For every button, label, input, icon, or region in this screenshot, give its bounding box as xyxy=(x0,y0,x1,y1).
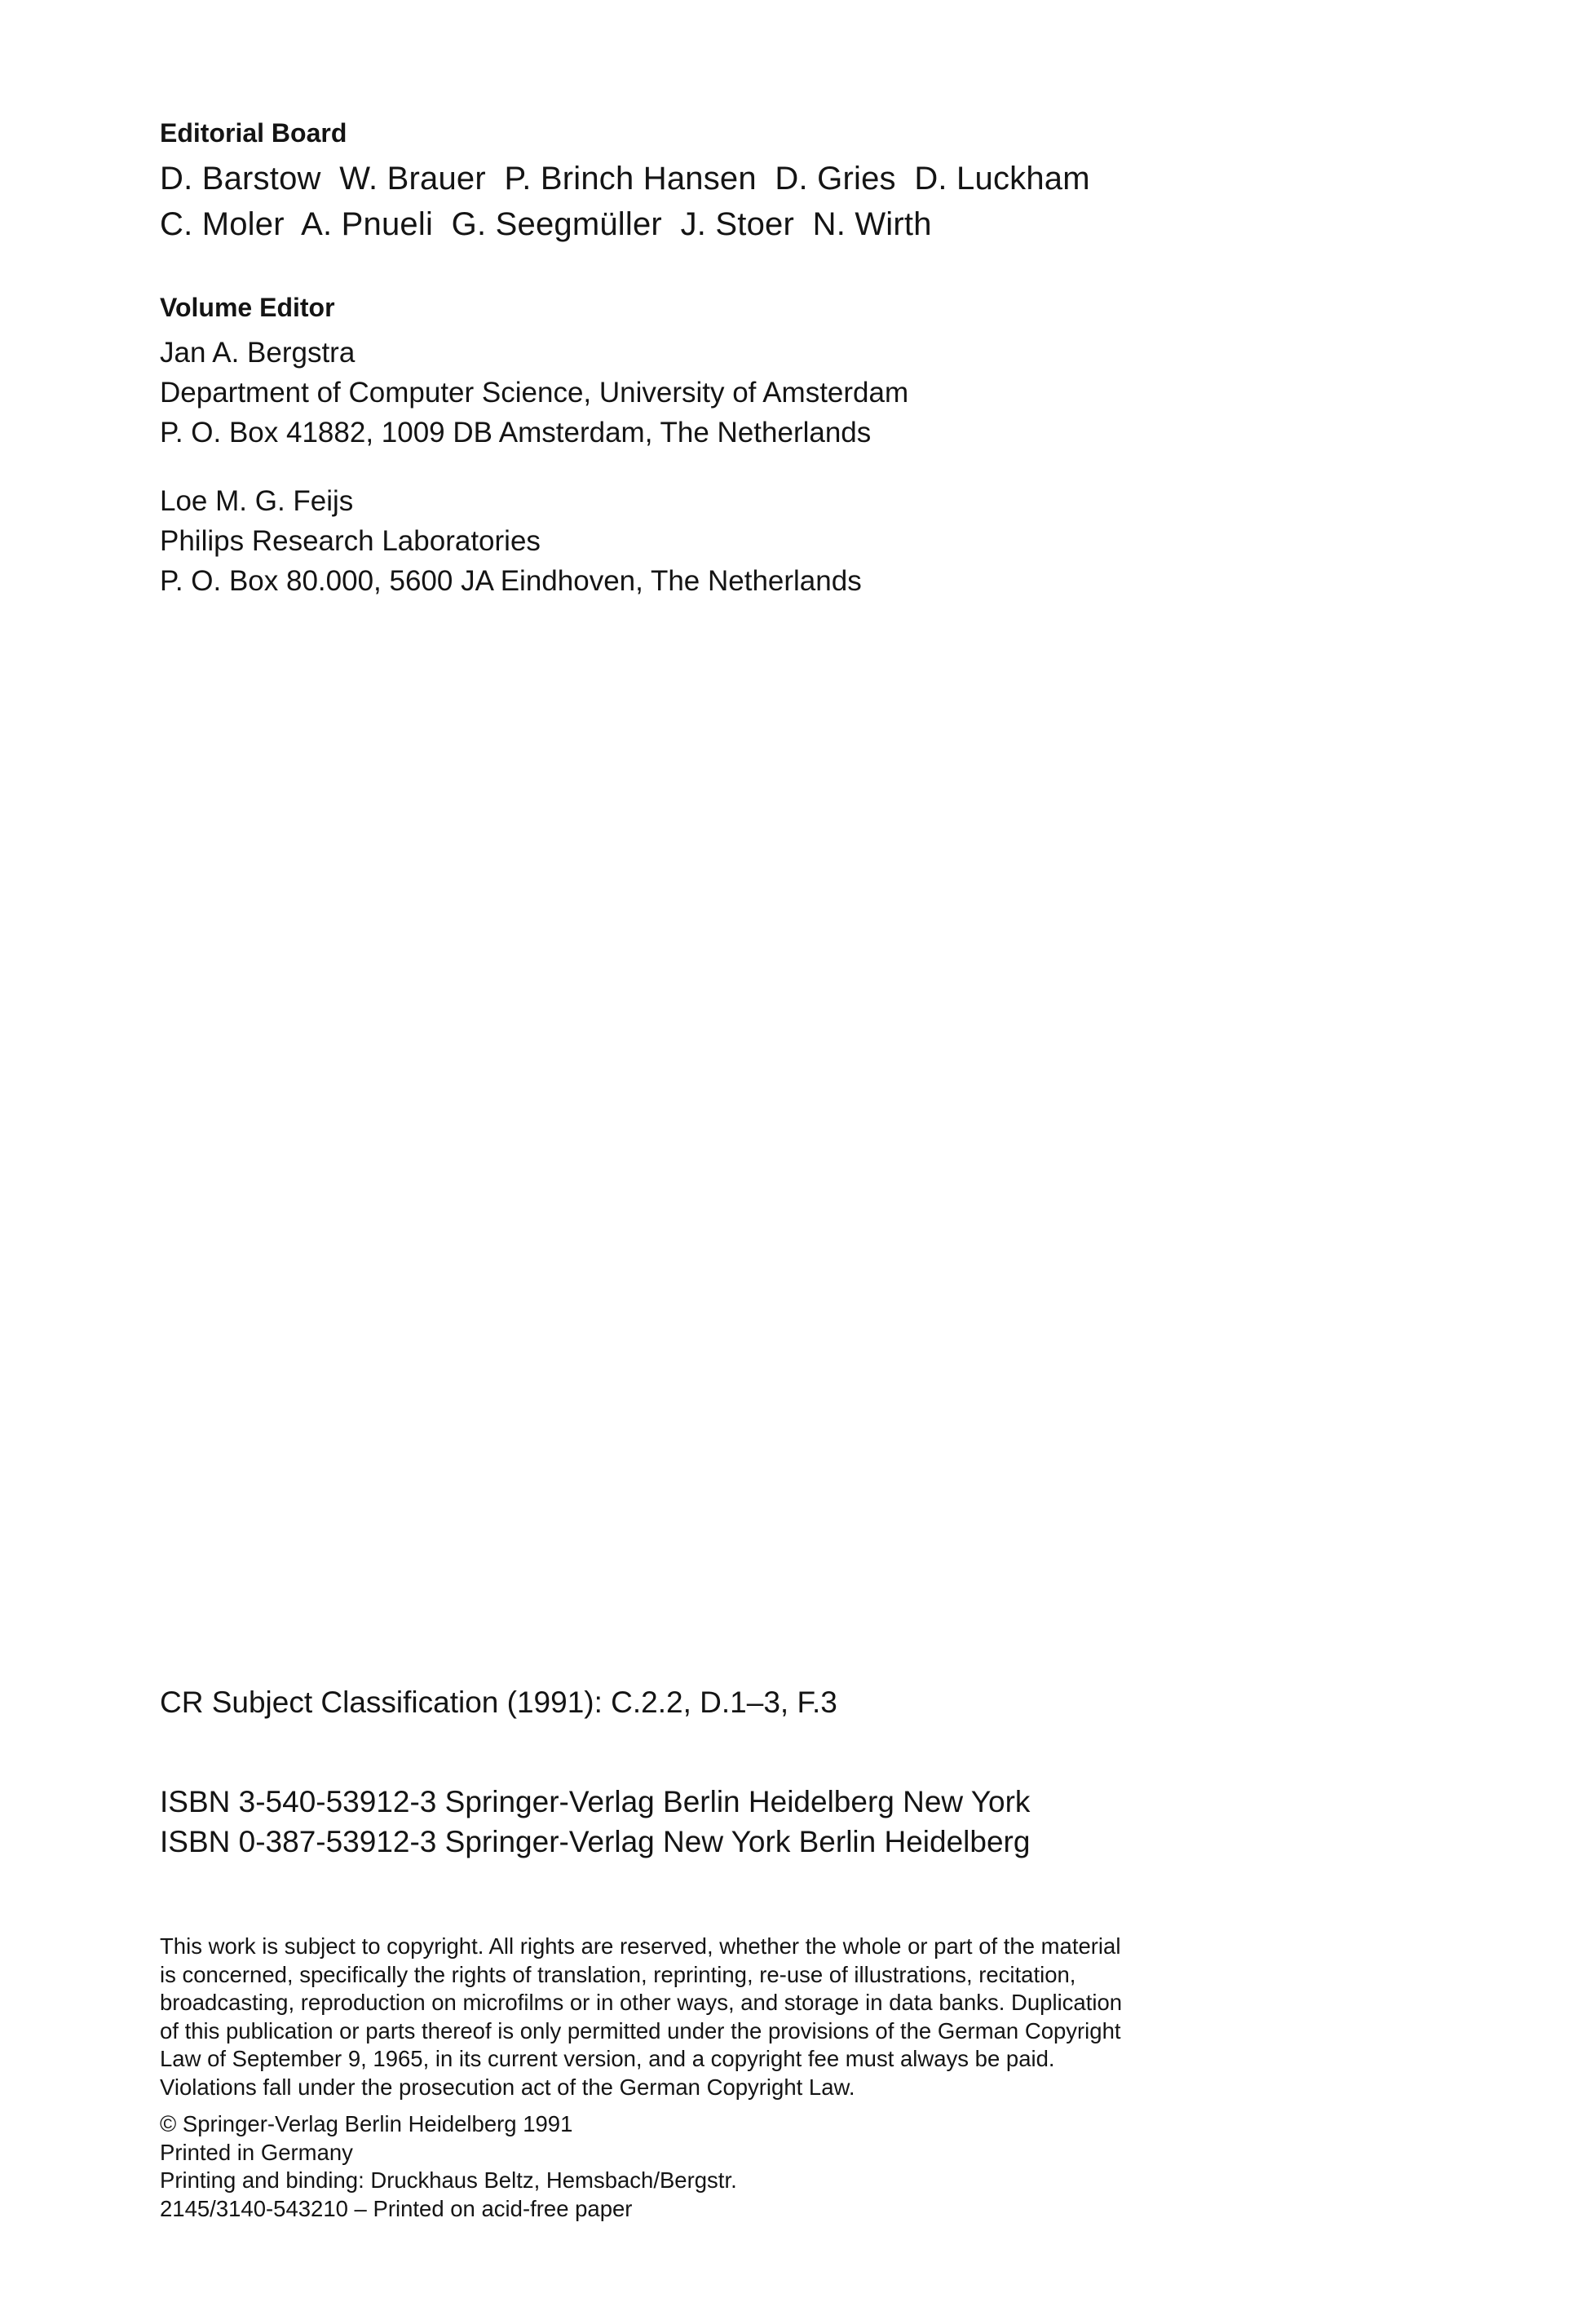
volume-editor-entry xyxy=(160,481,862,601)
copyright-notice-line: Violations fall under the prosecution act of the German Copyright Law. xyxy=(160,2074,855,2100)
editorial-board-heading: Editorial Board xyxy=(160,118,347,148)
copyright-notice-line: is concerned, specifically the rights of translation, reprinting, re-use of illustrations, recitation, xyxy=(160,1961,1076,1987)
editor-address: P. O. Box 41882, 1009 DB Amsterdam, The Netherlands xyxy=(160,417,872,448)
copyright-notice-line: broadcasting, reproduction on microfilms or in other ways, and storage in data banks. Duplication xyxy=(160,1990,1123,2015)
isbn-block xyxy=(160,1782,1030,1862)
editorial-board-names xyxy=(160,156,1090,247)
isbn-line: ISBN 0-387-53912-3 Springer-Verlag New York Berlin Heidelberg xyxy=(160,1825,1031,1858)
copyright-holder: © Springer-Verlag Berlin Heidelberg 1991 xyxy=(160,2111,573,2136)
editor-name: Loe M. G. Feijs xyxy=(160,485,354,517)
editor-affiliation: Philips Research Laboratories xyxy=(160,525,541,557)
copyright-notice-line: Law of September 9, 1965, in its current version, and a copyright fee must always be paid. xyxy=(160,2046,1055,2071)
print-code: 2145/3140-543210 – Printed on acid-free paper xyxy=(160,2195,633,2221)
printed-in: Printed in Germany xyxy=(160,2139,353,2165)
editor-address: P. O. Box 80.000, 5600 JA Eindhoven, The Netherlands xyxy=(160,565,862,597)
volume-editor-entry xyxy=(160,333,908,453)
copyright-notice xyxy=(160,1933,1122,2101)
editor-affiliation: Department of Computer Science, University of Amsterdam xyxy=(160,377,909,409)
copyright-notice-line: This work is subject to copyright. All rights are reserved, whether the whole or part of the material xyxy=(160,1933,1121,1959)
editor-name: Jan A. Bergstra xyxy=(160,337,356,369)
editorial-board-line: D. Barstow W. Brauer P. Brinch Hansen D. Gries D. Luckham xyxy=(160,161,1090,197)
copyright-notice-line: of this publication or parts thereof is only permitted under the provisions of the German Copyright xyxy=(160,2017,1121,2043)
copyright-statement xyxy=(160,2110,572,2167)
printing-info xyxy=(160,2167,737,2223)
isbn-line: ISBN 3-540-53912-3 Springer-Verlag Berlin Heidelberg New York xyxy=(160,1785,1031,1818)
volume-editor-heading: Volume Editor xyxy=(160,293,335,322)
printing-binding: Printing and binding: Druckhaus Beltz, Hemsbach/Bergstr. xyxy=(160,2167,737,2193)
editorial-board-line: C. Moler A. Pnueli G. Seegmüller J. Stoer N. Wirth xyxy=(160,206,932,242)
cr-subject-classification: CR Subject Classification (1991): C.2.2, D.1–3, F.3 xyxy=(160,1686,837,1719)
